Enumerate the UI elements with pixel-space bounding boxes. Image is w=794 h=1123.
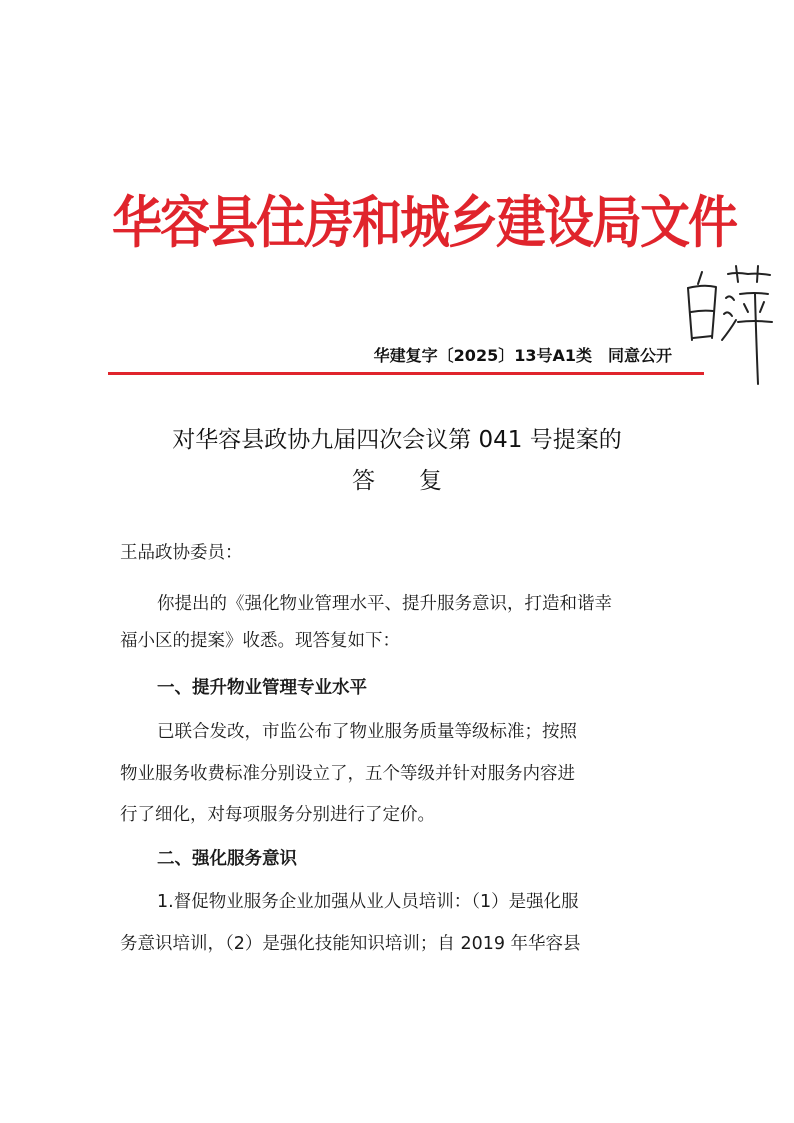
salutation: 王品政协委员： <box>120 543 243 563</box>
paragraph-3-line-1: 1.督促物业服务企业加强从业人员培训：（1）是强化服 <box>157 892 579 912</box>
masthead-title: 华容县住房和城乡建设局文件 <box>112 190 736 256</box>
paragraph-2-line-2: 物业服务收费标准分别设立了，五个等级并针对服务内容进 <box>120 764 575 784</box>
title-char-da: 答 <box>352 468 375 494</box>
title-char-fu: 复 <box>419 468 442 494</box>
paragraph-3-line-2: 务意识培训，（2）是强化技能知识培训；自 2019 年华容县 <box>120 934 581 954</box>
section-heading-1: 一、提升物业管理专业水平 <box>157 678 367 698</box>
reply-title-line1: 对华容县政协九届四次会议第 041 号提案的 <box>172 427 622 453</box>
section-heading-2: 二、强化服务意识 <box>157 849 297 869</box>
document-number: 华建复字〔2025〕13号A1类 同意公开 <box>373 346 672 365</box>
red-divider-line <box>108 372 704 375</box>
paragraph-1-line-2: 福小区的提案》收悉。现答复如下： <box>120 631 400 651</box>
reply-title-line2 <box>0 462 794 495</box>
paragraph-1-line-1: 你提出的《强化物业管理水平、提升服务意识，打造和谐幸 <box>157 594 612 614</box>
paragraph-2-line-3: 行了细化，对每项服务分别进行了定价。 <box>120 805 435 825</box>
paragraph-2-line-1: 已联合发改，市监公布了物业服务质量等级标准；按照 <box>157 722 577 742</box>
